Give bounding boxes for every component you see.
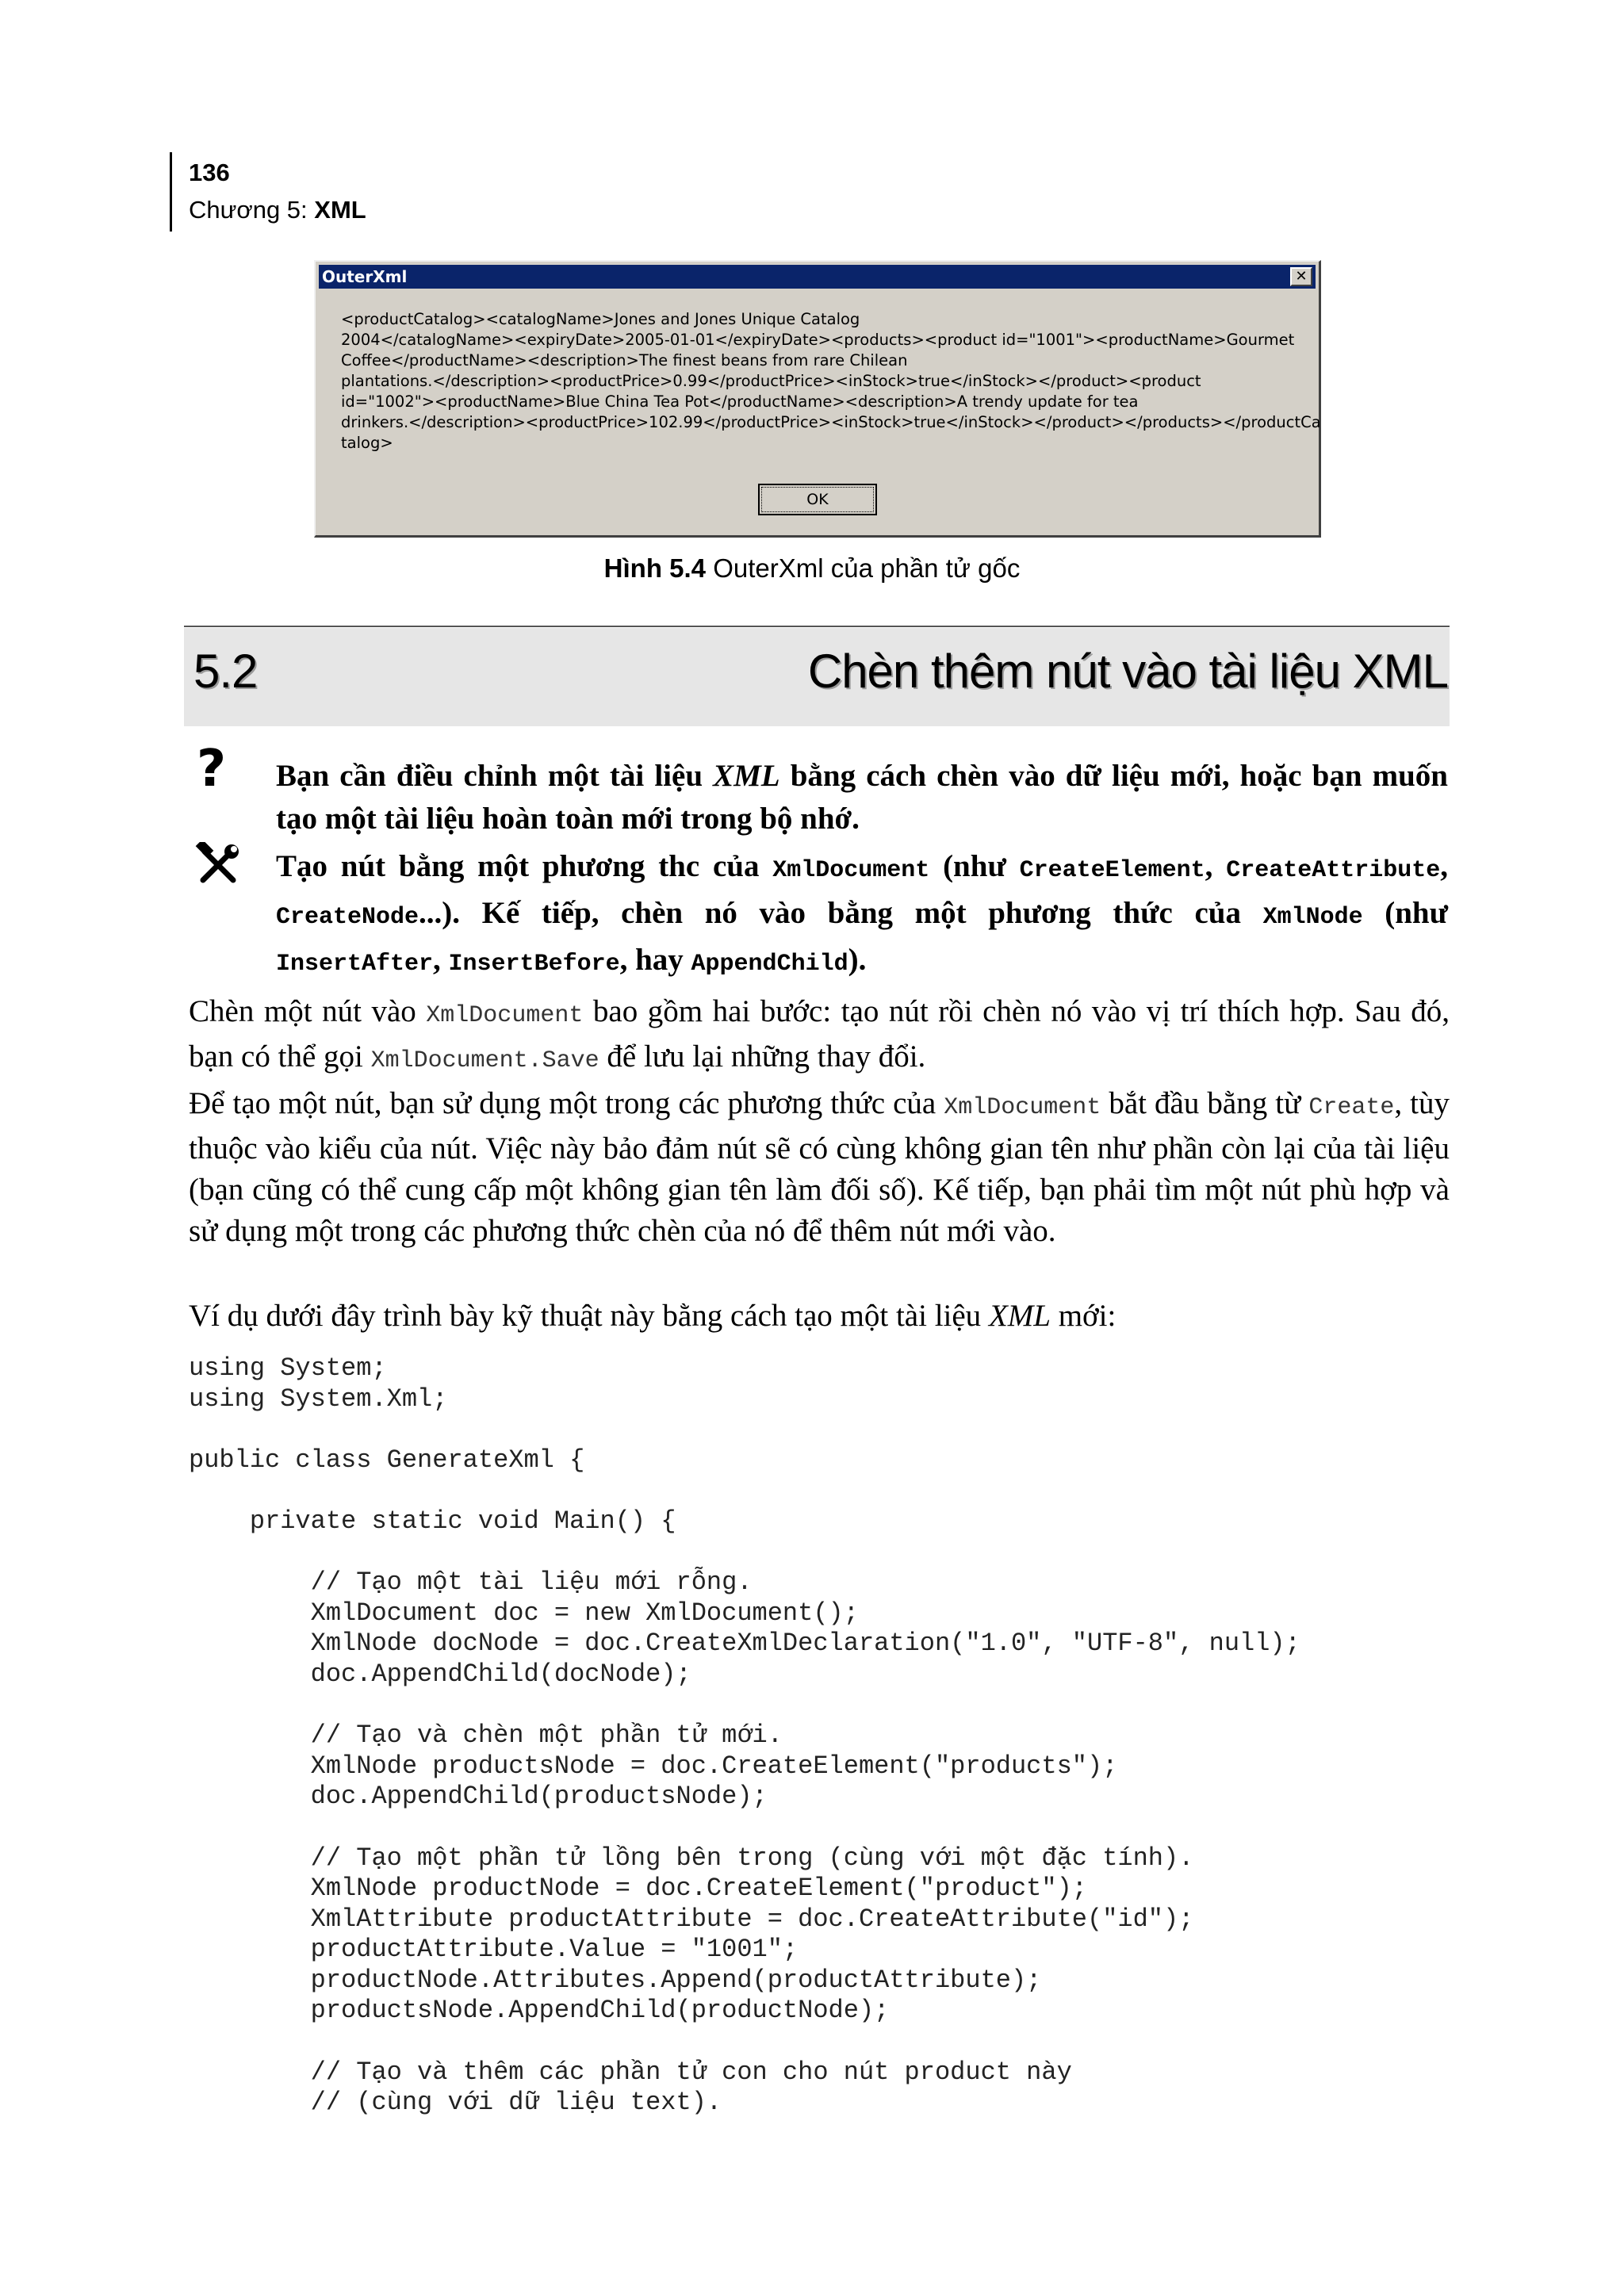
dialog-line: talog> xyxy=(341,434,393,452)
header-rule xyxy=(170,152,172,232)
solution-code: CreateAttribute xyxy=(1226,857,1441,884)
solution-text: , hay xyxy=(619,943,691,977)
figure-label: Hình 5.4 xyxy=(603,553,707,583)
solution-text: (như xyxy=(1362,896,1448,930)
solution-code: XmlNode xyxy=(1262,904,1363,931)
figure-caption xyxy=(0,553,1624,584)
dialog-title: OuterXml xyxy=(322,267,408,286)
dialog-line: id="1002"><productName>Blue China Tea Pot</productName><description>A trendy update for tea xyxy=(341,392,1139,411)
dialog-line: <productCatalog><catalogName>Jones and Jones Unique Catalog xyxy=(341,310,860,328)
inline-code: XmlDocument.Save xyxy=(370,1047,599,1074)
chapter-prefix: Chương 5: xyxy=(189,196,315,224)
solution-text: (như xyxy=(929,849,1020,883)
solution-statement xyxy=(276,845,1448,986)
inline-code: XmlDocument xyxy=(426,1002,584,1029)
paragraph-3 xyxy=(189,1296,1450,1337)
paragraph-text: mới: xyxy=(1050,1299,1116,1333)
close-icon[interactable]: ✕ xyxy=(1290,267,1312,286)
ok-button-label: OK xyxy=(761,487,874,512)
paragraph-text: bắt đầu bằng từ xyxy=(1101,1086,1309,1120)
ok-button[interactable] xyxy=(758,484,877,515)
solution-text: ). xyxy=(848,943,867,977)
solution-code: AppendChild xyxy=(691,951,848,978)
page-number: 136 xyxy=(189,159,230,186)
inline-code: XmlDocument xyxy=(944,1094,1101,1121)
paragraph-2 xyxy=(189,1083,1450,1252)
paragraph-text: Ví dụ dưới đây trình bày kỹ thuật này bằng cách tạo một tài liệu xyxy=(189,1299,989,1333)
dialog-line: plantations.</description><productPrice>0.99</productPrice><inStock>true</inStock></product><product xyxy=(341,372,1201,390)
outerxml-dialog xyxy=(314,260,1321,538)
section-title: Chèn thêm nút vào tài liệu XML xyxy=(807,645,1448,698)
solution-code: CreateNode xyxy=(276,904,419,931)
solution-text: , xyxy=(1440,849,1448,883)
chapter-heading xyxy=(189,196,366,224)
dialog-titlebar xyxy=(319,265,1316,289)
paragraph-xml: XML xyxy=(988,1299,1051,1333)
problem-text: bằng cách chèn vào dữ liệu mới, hoặc bạn muốn tạo một tài liệu hoàn toàn mới trong bộ nhớ. xyxy=(276,759,1448,836)
problem-xml: XML xyxy=(713,759,780,793)
solution-code: InsertAfter xyxy=(276,951,434,978)
solution-text: ...). Kế tiếp, chèn nó vào bằng một phương thức của xyxy=(419,896,1263,930)
paragraph-text: , tùy thuộc vào kiểu của nút. Việc này bảo đảm nút sẽ có cùng không gian tên như phần còn lại của tài liệu (bạn cũng có thể cung cấp một không gian tên làm đối số). Kế tiếp, bạn phải tìm một nút phù hợp và sử dụng một trong các phương thức chèn của nó để thêm nút mới vào. xyxy=(189,1086,1450,1248)
problem-text: Bạn cần điều chỉnh một tài liệu xyxy=(276,759,714,793)
solution-text: Tạo nút bằng một phương thc của xyxy=(276,849,773,883)
solution-code: InsertBefore xyxy=(448,951,620,978)
dialog-message xyxy=(341,309,1321,454)
section-rule xyxy=(184,626,1450,627)
paragraph-text: Chèn một nút vào xyxy=(189,994,427,1028)
paragraph-text: bao gồm hai bước: tạo nút rồi chèn nó vào vị trí thích hợp. Sau đó, bạn có thể gọi xyxy=(189,994,1450,1074)
question-icon: ? xyxy=(197,740,227,798)
paragraph-text: để lưu lại những thay đổi. xyxy=(599,1039,926,1074)
tools-icon xyxy=(195,842,241,888)
chapter-name: XML xyxy=(314,196,366,224)
solution-code: XmlDocument xyxy=(772,857,930,884)
dialog-line: drinkers.</description><productPrice>102.99</productPrice><inStock>true</inStock></product></products></productCa xyxy=(341,413,1321,431)
dialog-line: Coffee</productName><description>The finest beans from rare Chilean xyxy=(341,351,908,369)
paragraph-text: Để tạo một nút, bạn sử dụng một trong các phương thức của xyxy=(189,1086,944,1120)
solution-code: CreateElement xyxy=(1019,857,1205,884)
code-listing: using System; using System.Xml; public class GenerateXml { private static void Main() { // Tạo một tài liệu mới rỗng. XmlDocument doc = new XmlDocument(); XmlNode docNode = doc.CreateXmlDeclaration("1.0", "UTF-8", null); doc.AppendChild(docNode); // Tạo và chèn một phần tử mới. XmlNode productsNode = doc.CreateElement("products"); doc.AppendChild(productsNode); // Tạo một phần tử lồng bên trong (cùng với một đặc tính). XmlNode productNode = doc.CreateElement("product"); XmlAttribute productAttribute = doc.CreateAttribute("id"); productAttribute.Value = "1001"; productNode.Attributes.Append(productAttribute); productsNode.AppendChild(productNode); // Tạo và thêm các phần tử con cho nút product này // (cùng với dữ liệu text). xyxy=(189,1353,1300,2118)
solution-text: , xyxy=(433,943,449,977)
paragraph-1 xyxy=(189,991,1450,1081)
figure-caption-text: OuterXml của phần tử gốc xyxy=(706,553,1021,583)
section-number: 5.2 xyxy=(193,645,258,698)
problem-statement xyxy=(276,755,1448,840)
dialog-line: 2004</catalogName><expiryDate>2005-01-01</expiryDate><products><product id="1001"><productName>Gourmet xyxy=(341,331,1295,349)
inline-code: Create xyxy=(1308,1094,1395,1121)
solution-text: , xyxy=(1205,849,1227,883)
